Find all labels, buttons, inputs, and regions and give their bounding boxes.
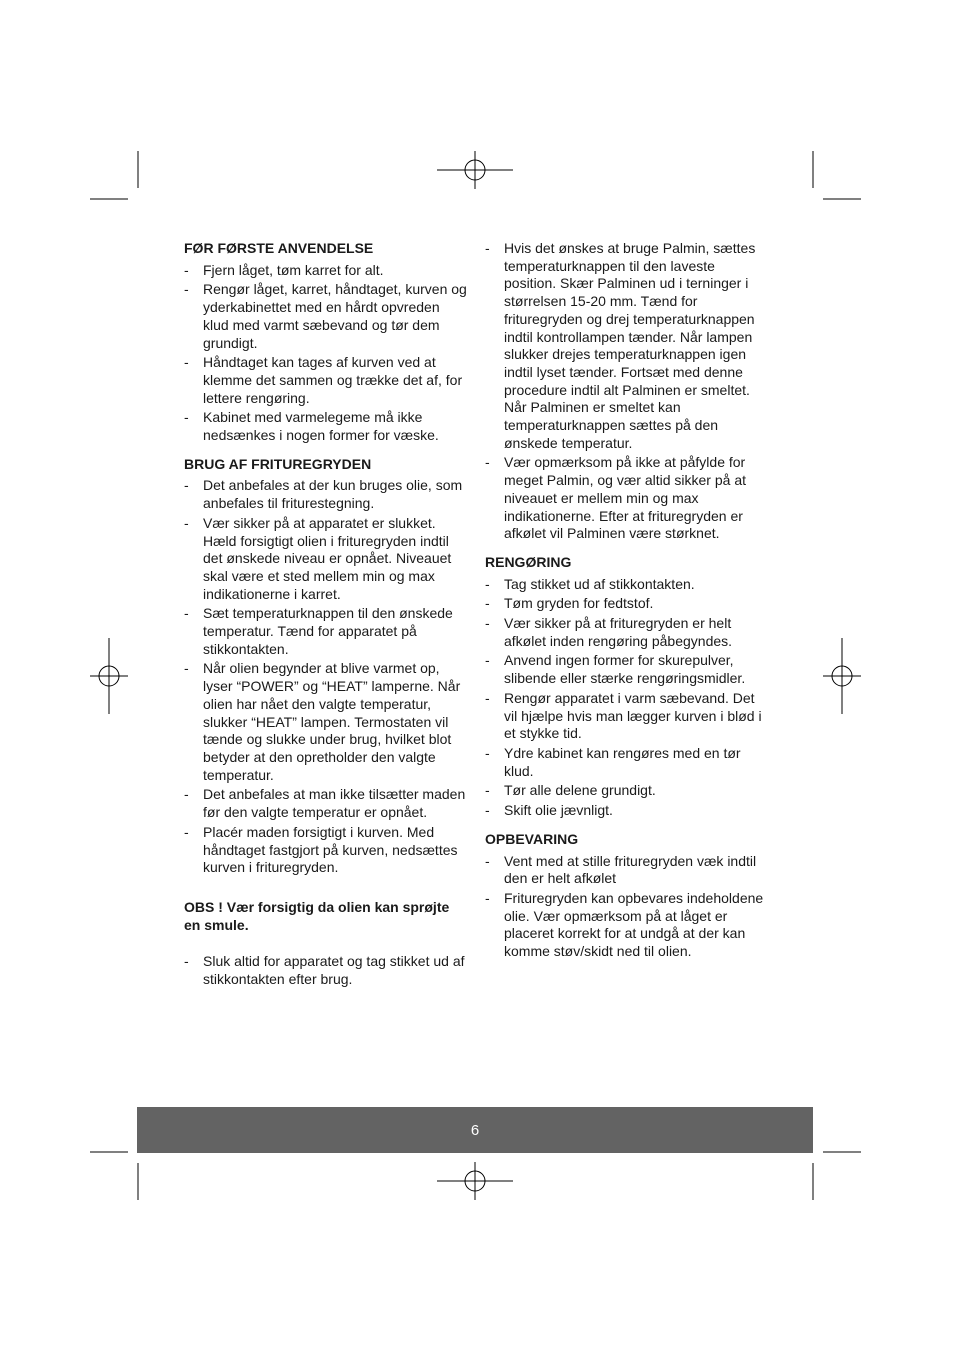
registration-mark-left — [90, 638, 128, 714]
bullet-dash: - — [184, 354, 189, 371]
section-heading-usage: BRUG AF FRITUREGRYDEN — [184, 455, 372, 472]
bullet-dash: - — [485, 852, 490, 869]
list-item — [485, 576, 770, 594]
section-heading-cleaning: RENGØRING — [485, 553, 572, 570]
list-item-text: Fjern låget, tøm karret for alt. — [203, 261, 384, 278]
list-item — [184, 824, 469, 877]
list-item — [485, 595, 770, 613]
registration-mark-top — [437, 151, 513, 189]
list-item — [184, 515, 469, 604]
bullet-dash: - — [184, 660, 189, 677]
list-item-text: Sæt temperaturknappen til den ønskede temperatur. Tænd for apparatet på stikkontakten. — [203, 605, 453, 657]
bullet-dash: - — [184, 605, 189, 622]
list-item-text: Vær sikker på at frituregryden er helt afkølet inden rengøring påbegyndes. — [504, 615, 733, 649]
list-item-text: Kabinet med varmelegeme må ikke nedsænkes i nogen former for væske. — [203, 409, 439, 444]
bullet-dash: - — [485, 782, 490, 799]
list-item — [485, 690, 770, 743]
list-item — [485, 802, 770, 820]
list-item — [184, 281, 469, 352]
list-item-text: Tag stikket ud af stikkontakten. — [504, 575, 695, 592]
right-column — [485, 240, 770, 963]
list-item-text: Tøm gryden for fedtstof. — [504, 595, 654, 612]
list-item — [485, 853, 770, 888]
list-item-text: Frituregryden kan opbevares indeholdene olie. Vær opmærksom på at låget er placeret korrekt for at undgå at der kan komme støv/skidt ned til olien. — [504, 889, 764, 960]
list-item-text: Hvis det ønskes at bruge Palmin, sættes temperaturknappen til den laveste position. Skær Palminen ud i terninger i størrelsen 15-20 mm. Tænd for frituregryden og drej temperaturknappen indtil kontrollampen tænder. Når lampen slukker drejes temperaturknappen igen indtil lyset tænder. Fortsæt med denne procedure indtil alt Palminen er smeltet. Når Palminen er smeltet kan temperaturknappen sættes på den ønskede temperatur. — [504, 240, 756, 451]
list-item-text: Rengør låget, karret, håndtaget, kurven og yderkabinettet med en hårdt opvreden klud med varmt sæbevand og tør dem grundigt. — [203, 281, 467, 351]
bullet-dash: - — [184, 477, 189, 494]
list-item-text: Tør alle delene grundigt. — [504, 782, 656, 799]
list-item-text: Håndtaget kan tages af kurven ved at klemme det sammen og trække det af, for lettere rengøring. — [203, 354, 463, 406]
list-item-text: Vent med at stille frituregryden væk indtil den er helt afkølet — [504, 852, 757, 887]
list-item — [184, 786, 469, 821]
registration-mark-right — [823, 638, 861, 714]
first-use-list — [184, 262, 469, 445]
bullet-dash: - — [184, 409, 189, 426]
list-item — [184, 605, 469, 658]
bullet-dash: - — [485, 240, 490, 256]
list-item-text: Rengør apparatet i varm sæbevand. Det vil hjælpe hvis man lægger kurven i blød i et stykke tid. — [504, 689, 762, 742]
section-heading-storage: OPBEVARING — [485, 830, 579, 847]
list-item — [485, 615, 770, 650]
list-item-text: Når olien begynder at blive varmet op, lyser “POWER” og “HEAT” lamperne. Når olien har nået den valgte temperatur, slukker “HEAT” lampen. Termostaten vil tænde og slukke under brug, hvilket blot betyder at den opretholder den valgte temperatur. — [203, 660, 461, 783]
registration-mark-bottom — [437, 1162, 513, 1200]
list-item-text: Skift olie jævnligt. — [504, 802, 613, 819]
list-item — [184, 354, 469, 407]
bullet-dash: - — [184, 786, 189, 803]
bullet-dash: - — [485, 652, 490, 669]
warning-note: OBS ! Vær forsigtig da olien kan sprøjte en smule. — [184, 898, 450, 933]
section-heading-first-use: FØR FØRSTE ANVENDELSE — [184, 240, 374, 256]
list-item-text: Sluk altid for apparatet og tag stikket ud af stikkontakten efter brug. — [203, 953, 465, 988]
after-note-list — [184, 953, 469, 988]
page-number: 6 — [470, 1121, 480, 1139]
cleaning-list — [485, 576, 770, 820]
list-item — [184, 477, 469, 512]
list-item — [184, 953, 469, 988]
list-item — [485, 240, 770, 452]
bullet-dash: - — [184, 823, 189, 840]
list-item — [184, 409, 469, 444]
list-item — [485, 890, 770, 961]
list-item-text: Vær sikker på at apparatet er slukket. Hæld forsigtigt olien i frituregryden indtil det ønskede niveau er opnået. Niveauet skal være et sted mellem min og max indikationerne i karret. — [203, 514, 452, 602]
list-item-text: Det anbefales at man ikke tilsætter maden før den valgte temperatur er opnået. — [203, 786, 466, 821]
palmin-list — [485, 240, 770, 543]
list-item-text: Vær opmærksom på ikke at påfylde for meget Palmin, og vær altid sikker på at niveauet er mellem min og max indikationerne. Efter at frituregryden er afkølet vil Palminen være størknet. — [504, 454, 746, 542]
list-item — [485, 652, 770, 687]
list-item — [184, 262, 469, 280]
list-item-text: Det anbefales at der kun bruges olie, som anbefales til friturestegning. — [203, 477, 463, 512]
left-column — [184, 240, 469, 991]
bullet-dash: - — [485, 744, 490, 761]
list-item-text: Ydre kabinet kan rengøres med en tør klud. — [504, 744, 741, 779]
bullet-dash: - — [485, 595, 490, 612]
usage-list — [184, 477, 469, 876]
list-item-text: Placér maden forsigtigt i kurven. Med håndtaget fastgjort på kurven, nedsættes kurven i frituregryden. — [203, 823, 458, 876]
bullet-dash: - — [485, 802, 490, 819]
bullet-dash: - — [485, 889, 490, 906]
bullet-dash: - — [184, 514, 189, 531]
bullet-dash: - — [485, 454, 490, 471]
list-item — [485, 454, 770, 543]
list-item-text: Anvend ingen former for skurepulver, slibende eller stærke rengøringsmidler. — [504, 652, 746, 687]
bullet-dash: - — [184, 281, 189, 298]
bullet-dash: - — [184, 261, 189, 278]
footer-band — [137, 1107, 813, 1153]
list-item — [184, 660, 469, 784]
list-item — [485, 745, 770, 780]
bullet-dash: - — [184, 953, 189, 970]
list-item — [485, 782, 770, 800]
bullet-dash: - — [485, 575, 490, 592]
bullet-dash: - — [485, 689, 490, 706]
bullet-dash: - — [485, 615, 490, 632]
storage-list — [485, 853, 770, 961]
